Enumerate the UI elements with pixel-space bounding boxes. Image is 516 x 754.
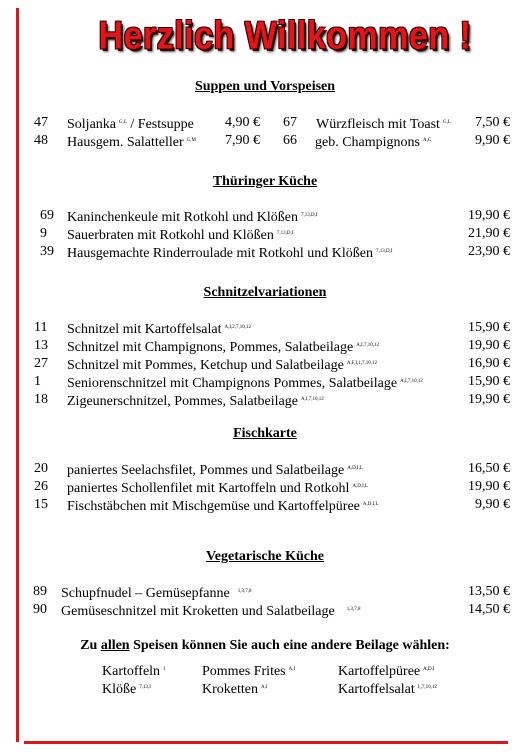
item-number: 47	[34, 115, 48, 130]
item-number: 11	[34, 320, 48, 335]
section-heading-fisch: Fischkarte	[233, 426, 297, 441]
page-title: Herzlich Willkommen !	[98, 14, 472, 58]
allergen-codes: 7,13,D,I	[276, 231, 294, 236]
side-item	[338, 661, 435, 681]
item-price: 19,90 €	[468, 208, 510, 223]
item-price: 19,90 €	[468, 479, 510, 494]
side-name: Kartoffelpüree	[338, 664, 421, 679]
item-name: paniertes Seelachsfilet, Pommes und Salatbeilage	[67, 463, 345, 478]
item-name: Fischstäbchen mit Mischgemüse und Kartoffelpüree	[67, 499, 360, 514]
side-name: Klöße	[102, 682, 137, 697]
item-number: 15	[34, 497, 48, 512]
allergen-codes: G,M	[186, 138, 196, 143]
item-price: 13,50 €	[468, 584, 510, 599]
item-number: 20	[34, 461, 48, 476]
item-name: Seniorenschnitzel mit Champignons Pommes, Salatbeilage	[67, 376, 398, 391]
allergen-codes: A,C	[423, 138, 432, 143]
left-red-border	[16, 8, 19, 742]
side-item	[102, 661, 166, 681]
item-price: 9,90 €	[475, 497, 510, 512]
bottom-red-border	[24, 741, 508, 744]
item-price: 16,50 €	[468, 461, 510, 476]
allergen-codes: A,D,I,L	[362, 502, 379, 507]
item-price: 7,90 €	[225, 133, 260, 148]
side-name: Pommes Frites	[202, 664, 286, 679]
item-name: Zigeunerschnitzel, Pommes, Salatbeilage	[67, 394, 298, 409]
item-name: Kaninchenkeule mit Rotkohl und Klößen	[67, 210, 298, 225]
item-name: Schnitzel mit Champignons, Pommes, Salatbeilage	[67, 340, 354, 355]
item-number: 9	[40, 226, 47, 241]
item-number: 66	[283, 133, 297, 148]
side-dish-note: Zu allen Speisen können Sie auch eine andere Beilage wählen:	[80, 638, 450, 653]
item-name: Sauerbraten mit Rotkohl und Klößen	[67, 228, 274, 243]
item-name: Hausgemachte Rinderroulade mit Rotkohl und Klößen	[67, 246, 373, 261]
item-number: 1	[34, 374, 41, 389]
item-price: 21,90 €	[468, 226, 510, 241]
allergen-codes: A,D,I,L	[352, 484, 369, 489]
item-name: paniertes Schollenfilet mit Kartoffeln und Rotkohl	[67, 481, 350, 496]
item-name: Gemüseschnitzel mit Kroketten und Salatbeilage	[61, 604, 335, 619]
item-price: 4,90 €	[225, 115, 260, 130]
allergen-codes: A,F,I,1,7,10,12	[346, 361, 377, 366]
item-name: Schnitzel mit Kartoffelsalat	[67, 322, 222, 337]
allergen-codes: 1,3,7,8	[346, 607, 361, 612]
item-number: 39	[40, 244, 54, 259]
allergen-codes: A,I,7,10,12	[400, 379, 423, 384]
allergen-codes: 7,13,D,I	[376, 249, 393, 254]
item-number: 13	[34, 338, 48, 353]
allergen-codes: G,L	[119, 120, 127, 125]
section-heading-schnitzel: Schnitzelvariationen	[203, 285, 327, 300]
side-item	[202, 679, 268, 699]
item-name: Soljanka	[67, 117, 116, 132]
allergen-codes: A,D,I,L	[347, 466, 363, 471]
allergen-codes: A,I,7,10,12	[300, 397, 324, 402]
allergen-codes: I,,7,10,12	[417, 685, 437, 690]
item-price: 23,90 €	[468, 244, 510, 259]
side-name: Kartoffeln	[102, 664, 161, 679]
item-name: geb. Champignons	[315, 135, 420, 150]
item-price: 16,90 €	[468, 356, 510, 371]
item-price: 19,90 €	[468, 392, 510, 407]
allergen-codes: A,I,2,7,10,12	[224, 325, 252, 330]
section-heading-suppen: Suppen und Vorspeisen	[194, 79, 336, 94]
allergen-codes: 7,13,I	[139, 685, 151, 690]
item-price: 15,90 €	[468, 374, 510, 389]
side-item	[102, 679, 151, 699]
item-number: 18	[34, 392, 48, 407]
item-number: 67	[283, 115, 297, 130]
item-number: 27	[34, 356, 48, 371]
side-item	[202, 661, 295, 681]
item-number: 48	[34, 133, 48, 148]
item-number: 69	[40, 208, 54, 223]
item-number: 89	[33, 584, 47, 599]
item-price: 15,90 €	[468, 320, 510, 335]
item-number: 90	[33, 602, 47, 617]
item-name: Würzfleisch mit Toast	[316, 117, 440, 132]
side-name: Kartoffelsalat	[338, 682, 415, 697]
item-name: Schupfnudel – Gemüsepfanne	[61, 586, 230, 601]
item-name: / Festsuppe	[130, 117, 194, 132]
allergen-codes: 1,3,7,8	[237, 589, 252, 594]
note-emphasis: allen	[100, 638, 130, 653]
item-name: Schnitzel mit Pommes, Ketchup und Salatbeilage	[67, 358, 344, 373]
allergen-codes: A,I	[260, 685, 268, 690]
item-name: Hausgem. Salatteller	[67, 135, 184, 150]
allergen-codes: 7,13,D,I	[300, 213, 318, 218]
allergen-codes: A,D,I	[423, 667, 435, 672]
item-price: 7,50 €	[475, 115, 510, 130]
section-heading-thueringer: Thüringer Küche	[212, 174, 318, 189]
allergen-codes: 1	[163, 667, 166, 672]
side-item	[338, 679, 437, 699]
section-heading-vegetarisch: Vegetarische Küche	[205, 549, 325, 564]
side-name: Kroketten	[202, 682, 258, 697]
item-price: 19,90 €	[468, 338, 510, 353]
item-price: 9,90 €	[475, 133, 510, 148]
allergen-codes: A,I	[288, 667, 296, 672]
item-number: 26	[34, 479, 48, 494]
allergen-codes: A,I,7,10,12	[356, 343, 379, 348]
allergen-codes: G,L	[442, 120, 451, 125]
item-price: 14,50 €	[468, 602, 510, 617]
